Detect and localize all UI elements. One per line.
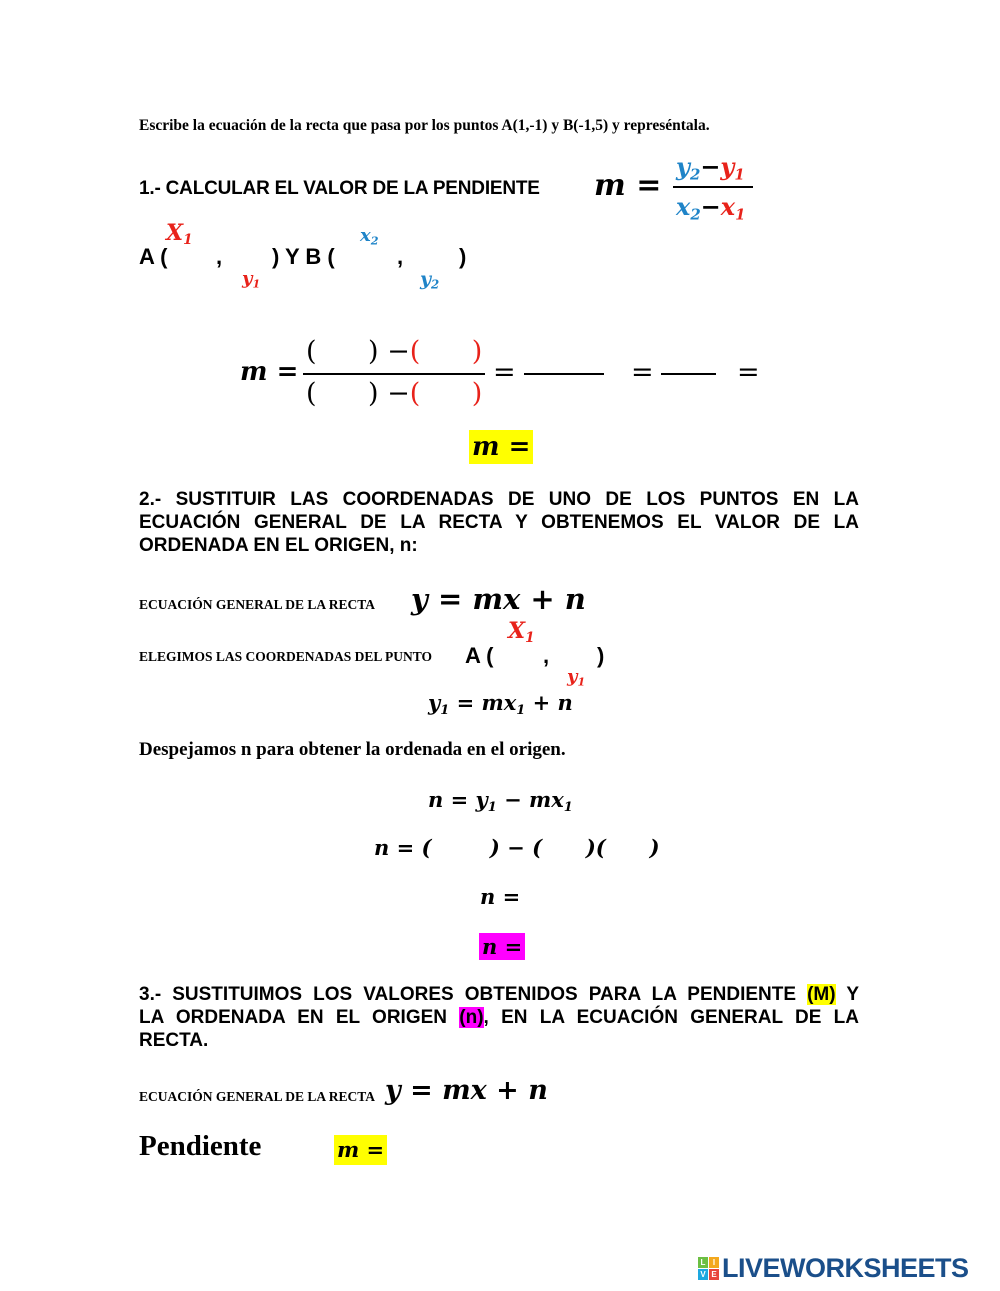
calc-fraction-bar (303, 373, 485, 375)
formula-x2: $x_2$ (676, 192, 701, 224)
highlight-n: (n) (459, 1007, 484, 1028)
choose-label-x1: $X_1$ (508, 618, 535, 647)
choose-point-open: A ( (465, 643, 494, 668)
calc-lhs: m = (240, 357, 299, 387)
point-a-open: A ( (139, 244, 168, 269)
section2-title-line1: 2.- SUSTITUIR LAS COORDENADAS DE UNO DE LOS PUNTOS EN LA (139, 489, 859, 510)
logo-tile-i: I (709, 1257, 719, 1268)
section3-title-line1: 3.- SUSTITUIMOS LOS VALORES OBTENIDOS PARA LA PENDIENTE (M) Y (139, 984, 860, 1005)
general-eq-label-2: ECUACIÓN GENERAL DE LA RECTA (139, 1089, 376, 1104)
section2-title (139, 488, 859, 557)
n-substitution: n = ( ) − ( )( ) (374, 835, 660, 860)
calc-equals-3: = (737, 357, 760, 388)
formula-y1: $y_1$ (720, 152, 745, 184)
slope-formula-denominator (676, 192, 745, 223)
n-line: n = (480, 884, 521, 909)
formula-x1: $x_1$ (720, 192, 746, 224)
general-eq-2: y = mx + n (385, 1075, 548, 1106)
section1-title: 1.- CALCULAR EL VALOR DE LA PENDIENTE (139, 178, 540, 199)
point-b-open: ) Y B ( (272, 244, 335, 269)
substituted-eq: $y_1 = mx_1 + n$ (428, 690, 573, 718)
slope-result[interactable]: m = (469, 430, 533, 464)
blank-line-2 (661, 373, 716, 375)
formula-den-minus: − (700, 192, 721, 221)
section3-title (139, 983, 859, 1052)
slope-formula-fraction-bar (673, 186, 753, 188)
logo-text: LIVEWORKSHEETS (722, 1253, 969, 1283)
calc-equals-2: = (631, 357, 654, 388)
n-equation: $n = y_1 - mx_1$ (428, 787, 573, 815)
section3-title-line3: RECTA. (139, 1030, 209, 1051)
calc-equals-1: = (493, 357, 516, 388)
pendiente-result[interactable]: m = (334, 1135, 387, 1165)
slope-formula-lhs: m = (594, 168, 662, 203)
formula-y2: $y_2$ (676, 152, 701, 184)
formula-num-minus: − (700, 152, 721, 181)
choose-point-close: ) (597, 643, 605, 668)
label-x1: $X_1$ (166, 220, 193, 249)
label-y1: $y_1$ (242, 268, 261, 291)
section2-title-line2: ECUACIÓN GENERAL DE LA RECTA Y OBTENEMOS EL VALOR DE LA (139, 512, 859, 533)
instruction-text: Escribe la ecuación de la recta que pasa por los puntos A(1,-1) y B(-1,5) y represéntala. (139, 117, 710, 134)
section2-title-line3: ORDENADA EN EL ORIGEN, n: (139, 535, 418, 556)
calc-denominator: ( ) −( ) (306, 378, 483, 409)
despeje-text: Despejamos n para obtener la ordenada en el origen. (139, 739, 566, 760)
label-x2: $x_2$ (360, 225, 379, 248)
general-eq-label: ECUACIÓN GENERAL DE LA RECTA (139, 597, 376, 612)
pendiente-label: Pendiente (139, 1130, 262, 1162)
n-result[interactable]: n = (479, 933, 525, 960)
general-eq: y = mx + n (411, 582, 586, 616)
point-a-comma: , (216, 244, 223, 269)
calc-numerator: ( ) −( ) (306, 336, 483, 367)
slope-formula-numerator (676, 152, 745, 183)
point-b-comma: , (397, 244, 404, 269)
label-y2: $y_2$ (420, 268, 440, 292)
choose-point-comma: , (543, 643, 550, 668)
logo-tile-l: L (698, 1257, 708, 1268)
blank-line-1 (524, 373, 604, 375)
section3-title-line2: LA ORDENADA EN EL ORIGEN (n), EN LA ECUACIÓN GENERAL DE LA (139, 1007, 860, 1028)
choose-point-label: ELEGIMOS LAS COORDENADAS DEL PUNTO (139, 649, 433, 664)
choose-label-y1: $y_1$ (567, 666, 586, 689)
logo-tile-v: V (698, 1269, 708, 1280)
point-b-close: ) (459, 244, 467, 269)
logo-tile-e: E (709, 1269, 719, 1280)
highlight-m: (M) (807, 984, 836, 1005)
logo-icon (698, 1257, 720, 1281)
